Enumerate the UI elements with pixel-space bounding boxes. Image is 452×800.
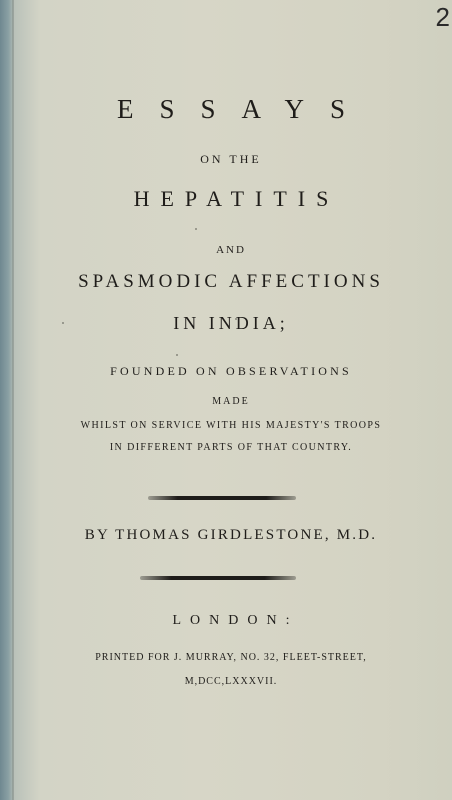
- imprint-year: M,DCC,LXXXVII.: [184, 676, 278, 687]
- subtitle-founded: FOUNDED ON OBSERVATIONS: [110, 364, 352, 378]
- imprint-city: LONDON:: [172, 613, 299, 628]
- title-hepatitis: HEPATITIS: [133, 186, 340, 211]
- title-spasmodic-affections: SPASMODIC AFFECTIONS: [78, 271, 384, 292]
- title-on-the: ON THE: [200, 152, 262, 166]
- author-line: BY THOMAS GIRDLESTONE, M.D.: [84, 527, 378, 543]
- subtitle-whilst: WHILST ON SERVICE WITH HIS MAJESTY'S TROOPS: [80, 420, 382, 431]
- subtitle-made: MADE: [212, 396, 250, 407]
- page-edge-shadow: [12, 0, 14, 800]
- decorative-rule-top: [148, 496, 296, 500]
- paper-speck: [195, 228, 197, 230]
- paper-speck: [235, 318, 237, 320]
- title-in-india: IN INDIA;: [173, 313, 289, 333]
- paper-speck: [62, 322, 64, 324]
- corner-page-mark: 2: [435, 2, 450, 32]
- title-essays: ESSAYS: [116, 94, 372, 124]
- decorative-rule-bottom: [140, 576, 296, 580]
- imprint-printer: PRINTED FOR J. MURRAY, NO. 32, FLEET-STREET,: [95, 652, 367, 663]
- paper-speck: [176, 354, 178, 356]
- subtitle-different-parts: IN DIFFERENT PARTS OF THAT COUNTRY.: [109, 442, 353, 453]
- title-and: AND: [216, 244, 246, 256]
